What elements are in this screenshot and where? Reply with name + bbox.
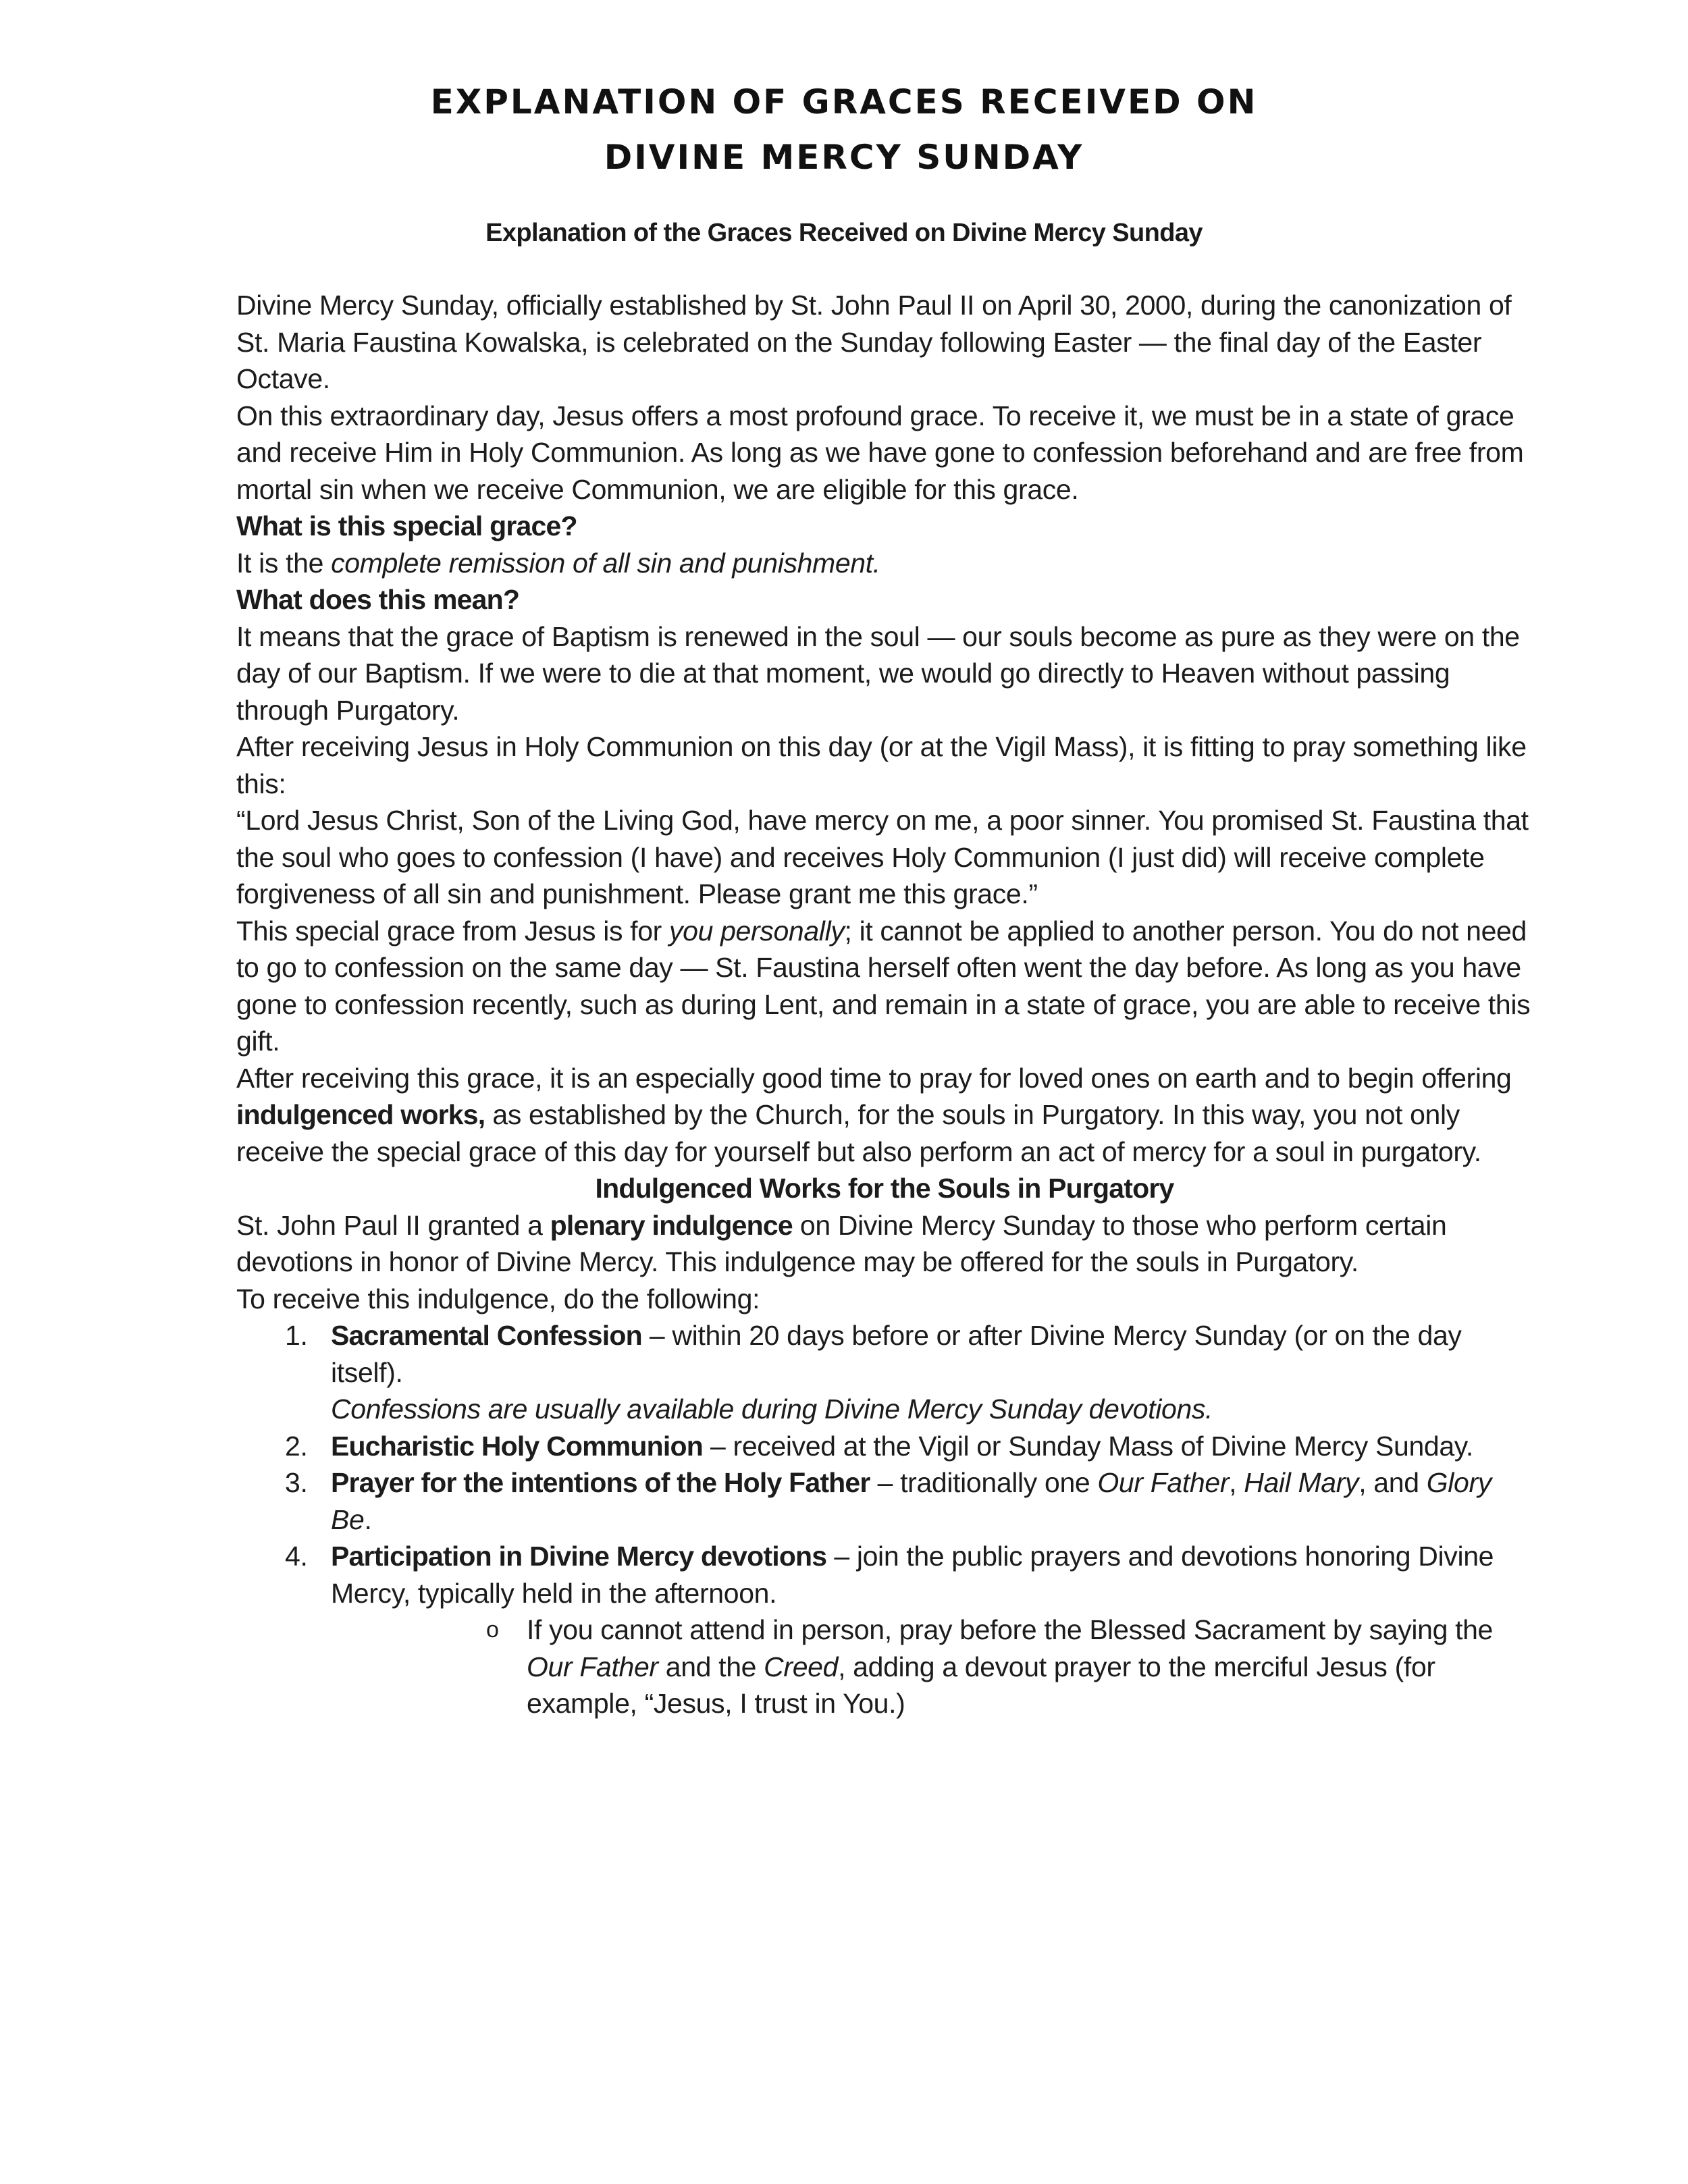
- step-italic-our-father: Our Father: [1097, 1467, 1230, 1498]
- sub-list-item: [331, 1612, 1533, 1722]
- sub-list: [331, 1612, 1533, 1722]
- step-separator: ,: [1229, 1467, 1244, 1498]
- sub-italic-our-father: Our Father: [527, 1651, 658, 1682]
- sub-italic-creed: Creed: [764, 1651, 839, 1682]
- answer-italic: complete remission of all sin and punishment.: [331, 547, 880, 579]
- list-item-step-1: [236, 1317, 1533, 1428]
- sub-text-1: If you cannot attend in person, pray before the Blessed Sacrament by saying the: [527, 1614, 1494, 1645]
- step-separator: , and: [1359, 1467, 1427, 1498]
- step-title: Sacramental Confession: [331, 1320, 642, 1351]
- personal-grace-paragraph: [236, 913, 1533, 1060]
- main-title: [0, 74, 1688, 185]
- after-grace-bold: indulgenced works,: [236, 1099, 485, 1130]
- after-grace-rest: as established by the Church, for the souls in Purgatory. In this way, you not only receive the special grace of this day for yourself but also perform an act of mercy for a soul in purgatory.: [236, 1099, 1481, 1167]
- indulgence-bold: plenary indulgence: [550, 1209, 793, 1241]
- step-title: Participation in Divine Mercy devotions: [331, 1541, 827, 1572]
- step-text: – traditionally one: [870, 1467, 1098, 1498]
- indulgence-prefix: St. John Paul II granted a: [236, 1209, 550, 1241]
- after-grace-prefix: After receiving this grace, it is an especially good time to pray for loved ones on earth and to begin offering: [236, 1062, 1512, 1094]
- answer-meaning: It means that the grace of Baptism is renewed in the soul — our souls become as pure as they were on the day of our Baptism. If we were to die at that moment, we would go directly to Heaven without passing through Purgatory.: [236, 620, 1520, 726]
- step-end: .: [364, 1503, 372, 1535]
- indulgence-rest: on Divine Mercy Sunday to those who perform certain devotions in honor of Divine Mercy. This indulgence may be offered for the souls in Purgatory.: [236, 1209, 1447, 1277]
- list-item-step-3: [236, 1464, 1533, 1538]
- step-italic-glory-be: Glory Be: [331, 1467, 1492, 1535]
- main-title-line-1: EXPLANATION OF GRACES RECEIVED ON: [430, 82, 1258, 122]
- personal-rest: ; it cannot be applied to another person. You do not need to go to confession on the same day — St. Faustina herself often went the day before. As long as you have gone to confession recently, such as during Lent, and remain in a state of grace, you are able to receive this gift.: [236, 915, 1531, 1057]
- question-special-grace: What is this special grace?: [236, 510, 577, 541]
- step-number: 4.: [285, 1541, 308, 1572]
- step-text: – received at the Vigil or Sunday Mass of Divine Mercy Sunday.: [703, 1430, 1473, 1462]
- indulgence-paragraph: [236, 1207, 1533, 1281]
- list-item-step-4: [236, 1538, 1533, 1722]
- prayer-quote: “Lord Jesus Christ, Son of the Living God, have mercy on me, a poor sinner. You promised St. Faustina that the soul who goes to confession (I have) and receives Holy Communion (I just did) will receive complete forgiveness of all sin and punishment. Please grant me this grace.”: [236, 805, 1529, 909]
- step-text: – join the public prayers and devotions honoring Divine Mercy, typically held in the afternoon.: [331, 1541, 1494, 1609]
- step-title: Prayer for the intentions of the Holy Father: [331, 1467, 870, 1498]
- answer-prefix: It is the: [236, 547, 332, 579]
- indulgence-lead: To receive this indulgence, do the following:: [236, 1283, 760, 1314]
- step-italic-hail-mary: Hail Mary: [1244, 1467, 1359, 1498]
- step-number: 3.: [285, 1467, 308, 1498]
- sub-text-2: and the: [658, 1651, 764, 1682]
- intro-paragraph-2: On this extraordinary day, Jesus offers a most profound grace. To receive it, we must be in a state of grace and receive Him in Holy Communion. As long as we have gone to confession beforehand and are free from mortal sin when we receive Communion, we are eligible for this grace.: [236, 400, 1524, 505]
- intro-paragraph-1: Divine Mercy Sunday, officially established by St. John Paul II on April 30, 2000, during the canonization of St. Maria Faustina Kowalska, is celebrated on the Sunday following Easter — the final day of the Easter Octave.: [236, 290, 1512, 394]
- step-note: Confessions are usually available during Divine Mercy Sunday devotions.: [331, 1393, 1213, 1424]
- after-communion-paragraph: After receiving Jesus in Holy Communion on this day (or at the Vigil Mass), it is fitting to pray something like this:: [236, 731, 1527, 799]
- document-body: [236, 287, 1533, 1722]
- personal-italic: you personally: [669, 915, 845, 947]
- step-number: 2.: [285, 1430, 308, 1462]
- question-meaning: What does this mean?: [236, 584, 520, 615]
- subtitle: Explanation of the Graces Received on Divine Mercy Sunday: [485, 219, 1203, 247]
- step-title: Eucharistic Holy Communion: [331, 1430, 703, 1462]
- sub-text-3: , adding a devout prayer to the merciful Jesus (for example, “Jesus, I trust in You.): [527, 1651, 1435, 1719]
- answer-special-grace: [236, 545, 1533, 582]
- after-grace-paragraph: [236, 1060, 1533, 1171]
- step-number: 1.: [285, 1320, 308, 1351]
- step-text: – within 20 days before or after Divine Mercy Sunday (or on the day itself).: [331, 1320, 1462, 1388]
- list-item-step-2: [236, 1428, 1533, 1465]
- bullet-icon: o: [486, 1617, 499, 1643]
- section-heading-indulgence: Indulgenced Works for the Souls in Purgatory: [595, 1173, 1174, 1204]
- main-title-line-2: DIVINE MERCY SUNDAY: [604, 138, 1084, 177]
- indulgence-steps-list: [236, 1317, 1533, 1722]
- personal-prefix: This special grace from Jesus is for: [236, 915, 669, 947]
